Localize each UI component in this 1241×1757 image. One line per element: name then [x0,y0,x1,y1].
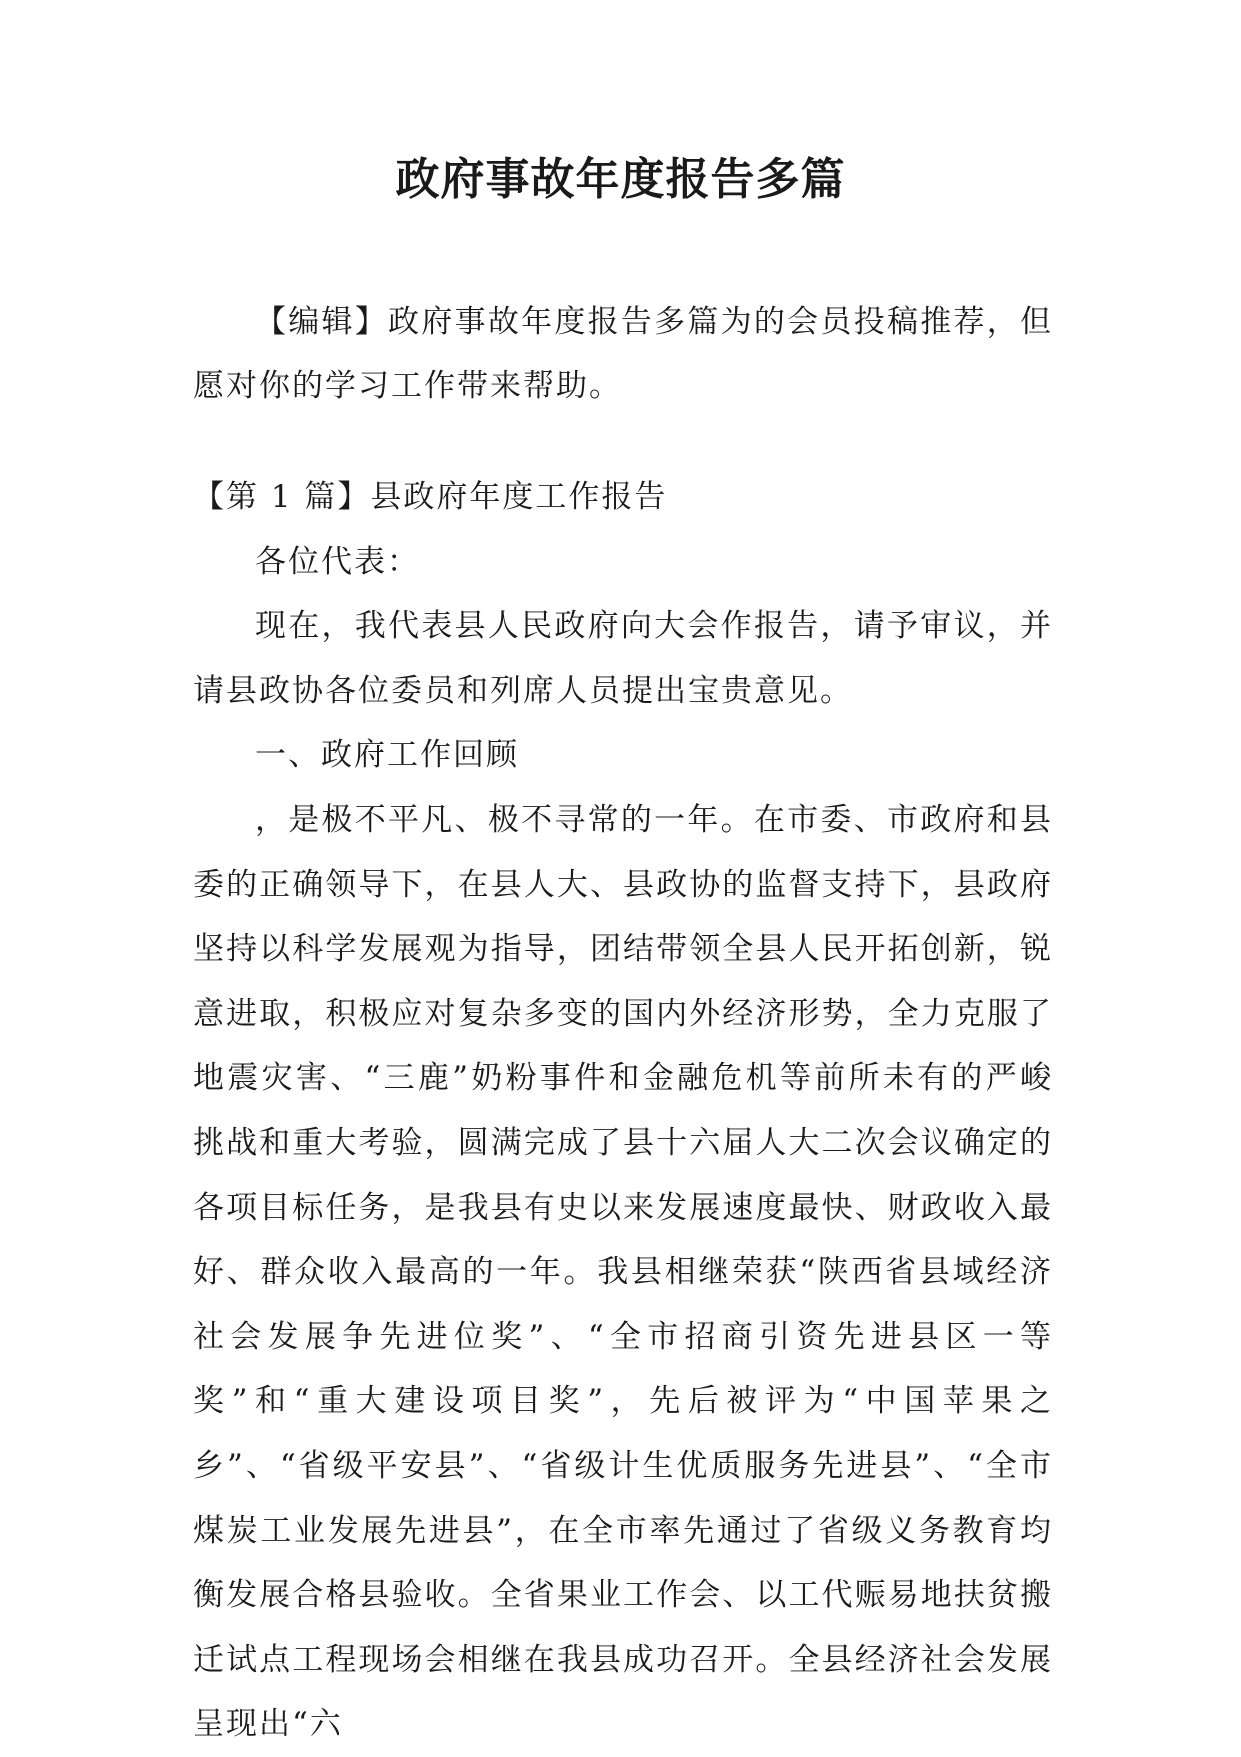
document-title: 政府事故年度报告多篇 [395,154,846,205]
paragraph-subheading: 一、政府工作回顾 [255,737,519,774]
editor-note: 【编辑】政府事故年度报告多篇为的会员投稿推荐，但愿对你的学习工作带来帮助。 [193,304,1053,404]
document-body [193,465,1053,1757]
paragraph-intro: 现在，我代表县人民政府向大会作报告，请予审议，并请县政协各位委员和列席人员提出宝贵意见。 [193,608,1053,709]
paragraph-salutation: 各位代表： [255,543,420,580]
paragraph-review: ，是极不平凡、极不寻常的一年。在市委、市政府和县委的正确领导下，在县人大、县政协的监督支持下，县政府坚持以科学发展观为指导，团结带领全县人民开拓创新，锐意进取，积极应对复杂多变的国内外经济形势，全力克服了地震灾害、“三鹿”奶粉事件和金融危机等前所未有的严峻挑战和重大考验，圆满完成了县十六届人大二次会议确定的各项目标任务，是我县有史以来发展速度最快、财政收入最好、群众收入最高的一年。我县相继荣获“陕西省县域经济社会发展争先进位奖”、“全市招商引资先进县区一等奖”和“重大建设项目奖”，先后被评为“中国苹果之乡”、“省级平安县”、“省级计生优质服务先进县”、“全市煤炭工业发展先进县”，在全市率先通过了省级义务教育均衡发展合格县验收。全省果业工作会、以工代赈易地扶贫搬迁试点工程现场会相继在我县成功召开。全县经济社会发展呈现出“六 [193,801,1053,1743]
section-heading: 【第 1 篇】县政府年度工作报告 [193,479,668,515]
